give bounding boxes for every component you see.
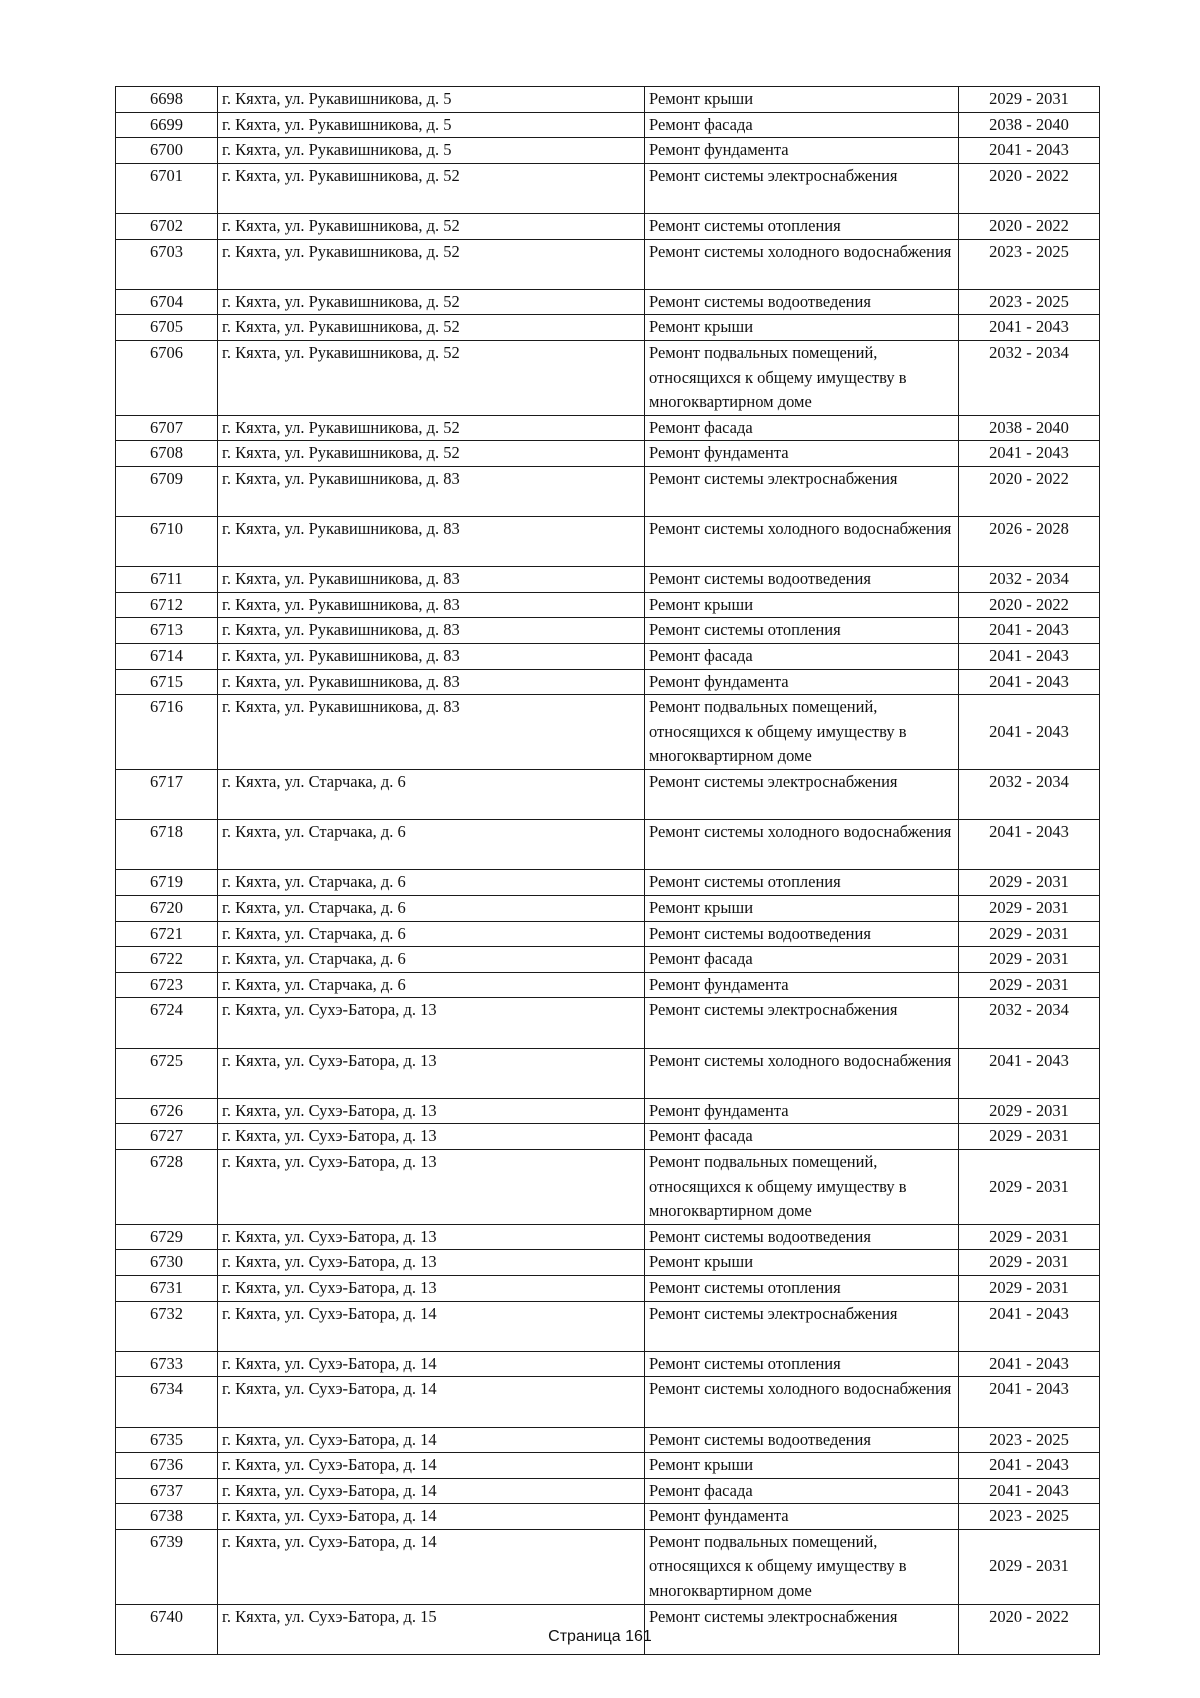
work-type-cell: Ремонт фасада: [645, 947, 959, 973]
row-number-cell: 6700: [116, 138, 218, 164]
table-row: [116, 1301, 1100, 1351]
table-row: [116, 770, 1100, 820]
address-cell: г. Кяхта, ул. Сухэ-Батора, д. 14: [218, 1301, 645, 1351]
table-row: [116, 998, 1100, 1048]
table-row: [116, 921, 1100, 947]
address-cell: г. Кяхта, ул. Рукавишникова, д. 52: [218, 441, 645, 467]
row-number-cell: 6736: [116, 1453, 218, 1479]
address-cell: г. Кяхта, ул. Рукавишникова, д. 52: [218, 415, 645, 441]
years-cell: 2041 - 2043: [959, 1453, 1100, 1479]
table-row: [116, 1427, 1100, 1453]
work-type-cell: Ремонт фундамента: [645, 138, 959, 164]
table-row: [116, 896, 1100, 922]
work-type-cell: Ремонт системы холодного водоснабжения: [645, 517, 959, 567]
address-cell: г. Кяхта, ул. Сухэ-Батора, д. 13: [218, 1098, 645, 1124]
address-cell: г. Кяхта, ул. Рукавишникова, д. 52: [218, 315, 645, 341]
address-cell: г. Кяхта, ул. Сухэ-Батора, д. 13: [218, 1250, 645, 1276]
work-type-cell: Ремонт системы холодного водоснабжения: [645, 820, 959, 870]
address-cell: г. Кяхта, ул. Сухэ-Батора, д. 13: [218, 998, 645, 1048]
row-number-cell: 6735: [116, 1427, 218, 1453]
table-row: [116, 669, 1100, 695]
row-number-cell: 6716: [116, 695, 218, 770]
address-cell: г. Кяхта, ул. Рукавишникова, д. 83: [218, 618, 645, 644]
years-cell: 2029 - 2031: [959, 896, 1100, 922]
address-cell: г. Кяхта, ул. Рукавишникова, д. 83: [218, 669, 645, 695]
years-cell: 2029 - 2031: [959, 1250, 1100, 1276]
address-cell: г. Кяхта, ул. Рукавишникова, д. 83: [218, 567, 645, 593]
address-cell: г. Кяхта, ул. Рукавишникова, д. 83: [218, 644, 645, 670]
years-cell: 2029 - 2031: [959, 1224, 1100, 1250]
years-cell: 2041 - 2043: [959, 820, 1100, 870]
row-number-cell: 6726: [116, 1098, 218, 1124]
work-type-cell: Ремонт фасада: [645, 644, 959, 670]
row-number-cell: 6717: [116, 770, 218, 820]
years-cell: 2029 - 2031: [959, 1275, 1100, 1301]
row-number-cell: 6727: [116, 1124, 218, 1150]
years-cell: 2041 - 2043: [959, 644, 1100, 670]
row-number-cell: 6708: [116, 441, 218, 467]
years-cell: 2029 - 2031: [959, 87, 1100, 113]
address-cell: г. Кяхта, ул. Сухэ-Батора, д. 14: [218, 1377, 645, 1427]
address-cell: г. Кяхта, ул. Рукавишникова, д. 83: [218, 695, 645, 770]
years-cell: 2029 - 2031: [959, 870, 1100, 896]
row-number-cell: 6713: [116, 618, 218, 644]
work-type-cell: Ремонт системы водоотведения: [645, 1427, 959, 1453]
address-cell: г. Кяхта, ул. Старчака, д. 6: [218, 921, 645, 947]
address-cell: г. Кяхта, ул. Старчака, д. 6: [218, 972, 645, 998]
address-cell: г. Кяхта, ул. Старчака, д. 6: [218, 770, 645, 820]
years-cell: 2020 - 2022: [959, 1604, 1100, 1654]
work-type-cell: Ремонт системы электроснабжения: [645, 1301, 959, 1351]
work-type-cell: Ремонт системы холодного водоснабжения: [645, 1048, 959, 1098]
work-type-cell: Ремонт фундамента: [645, 1098, 959, 1124]
table-row: [116, 466, 1100, 516]
address-cell: г. Кяхта, ул. Рукавишникова, д. 52: [218, 289, 645, 315]
table-row: [116, 1224, 1100, 1250]
table-row: [116, 618, 1100, 644]
years-cell: 2032 - 2034: [959, 770, 1100, 820]
years-cell: 2041 - 2043: [959, 618, 1100, 644]
work-type-cell: Ремонт подвальных помещений, относящихся к общему имуществу в многоквартирном доме: [645, 1529, 959, 1604]
work-type-cell: Ремонт фасада: [645, 112, 959, 138]
years-cell: 2041 - 2043: [959, 441, 1100, 467]
row-number-cell: 6738: [116, 1504, 218, 1530]
years-cell: 2029 - 2031: [959, 1149, 1100, 1224]
years-cell: 2029 - 2031: [959, 947, 1100, 973]
address-cell: г. Кяхта, ул. Сухэ-Батора, д. 13: [218, 1149, 645, 1224]
years-cell: 2041 - 2043: [959, 315, 1100, 341]
row-number-cell: 6705: [116, 315, 218, 341]
table-body: [116, 87, 1100, 1655]
years-cell: 2023 - 2025: [959, 239, 1100, 289]
address-cell: г. Кяхта, ул. Сухэ-Батора, д. 14: [218, 1529, 645, 1604]
work-type-cell: Ремонт системы холодного водоснабжения: [645, 239, 959, 289]
address-cell: г. Кяхта, ул. Рукавишникова, д. 52: [218, 213, 645, 239]
years-cell: 2020 - 2022: [959, 213, 1100, 239]
years-cell: 2029 - 2031: [959, 972, 1100, 998]
table-row: [116, 415, 1100, 441]
years-cell: 2041 - 2043: [959, 138, 1100, 164]
address-cell: г. Кяхта, ул. Старчака, д. 6: [218, 896, 645, 922]
years-cell: 2038 - 2040: [959, 112, 1100, 138]
table-row: [116, 213, 1100, 239]
years-cell: 2038 - 2040: [959, 415, 1100, 441]
years-cell: 2041 - 2043: [959, 695, 1100, 770]
address-cell: г. Кяхта, ул. Сухэ-Батора, д. 14: [218, 1478, 645, 1504]
work-type-cell: Ремонт системы отопления: [645, 213, 959, 239]
row-number-cell: 6701: [116, 163, 218, 213]
address-cell: г. Кяхта, ул. Рукавишникова, д. 52: [218, 340, 645, 415]
address-cell: г. Кяхта, ул. Сухэ-Батора, д. 14: [218, 1351, 645, 1377]
row-number-cell: 6712: [116, 592, 218, 618]
table-row: [116, 87, 1100, 113]
repair-schedule-table: [115, 86, 1100, 1655]
row-number-cell: 6739: [116, 1529, 218, 1604]
row-number-cell: 6709: [116, 466, 218, 516]
table-row: [116, 289, 1100, 315]
years-cell: 2023 - 2025: [959, 1504, 1100, 1530]
work-type-cell: Ремонт крыши: [645, 896, 959, 922]
work-type-cell: Ремонт фасада: [645, 1124, 959, 1150]
address-cell: г. Кяхта, ул. Рукавишникова, д. 5: [218, 87, 645, 113]
work-type-cell: Ремонт системы холодного водоснабжения: [645, 1377, 959, 1427]
row-number-cell: 6718: [116, 820, 218, 870]
row-number-cell: 6719: [116, 870, 218, 896]
address-cell: г. Кяхта, ул. Сухэ-Батора, д. 13: [218, 1275, 645, 1301]
row-number-cell: 6707: [116, 415, 218, 441]
years-cell: 2041 - 2043: [959, 1478, 1100, 1504]
table-row: [116, 1149, 1100, 1224]
years-cell: 2041 - 2043: [959, 1377, 1100, 1427]
row-number-cell: 6737: [116, 1478, 218, 1504]
table-row: [116, 695, 1100, 770]
work-type-cell: Ремонт системы водоотведения: [645, 921, 959, 947]
address-cell: г. Кяхта, ул. Рукавишникова, д. 52: [218, 163, 645, 213]
row-number-cell: 6731: [116, 1275, 218, 1301]
table-row: [116, 441, 1100, 467]
work-type-cell: Ремонт фундамента: [645, 669, 959, 695]
page-number: Страница 161: [548, 1628, 652, 1645]
table-row: [116, 1478, 1100, 1504]
row-number-cell: 6720: [116, 896, 218, 922]
work-type-cell: Ремонт фундамента: [645, 972, 959, 998]
work-type-cell: Ремонт крыши: [645, 87, 959, 113]
table-row: [116, 592, 1100, 618]
years-cell: 2029 - 2031: [959, 921, 1100, 947]
table-row: [116, 163, 1100, 213]
table-row: [116, 340, 1100, 415]
table-row: [116, 1048, 1100, 1098]
years-cell: 2032 - 2034: [959, 567, 1100, 593]
row-number-cell: 6703: [116, 239, 218, 289]
address-cell: г. Кяхта, ул. Рукавишникова, д. 83: [218, 466, 645, 516]
work-type-cell: Ремонт системы электроснабжения: [645, 163, 959, 213]
table-row: [116, 567, 1100, 593]
work-type-cell: Ремонт подвальных помещений, относящихся к общему имуществу в многоквартирном доме: [645, 1149, 959, 1224]
row-number-cell: 6704: [116, 289, 218, 315]
table-row: [116, 1351, 1100, 1377]
table-row: [116, 820, 1100, 870]
work-type-cell: Ремонт системы отопления: [645, 870, 959, 896]
address-cell: г. Кяхта, ул. Старчака, д. 6: [218, 870, 645, 896]
years-cell: 2041 - 2043: [959, 1351, 1100, 1377]
years-cell: 2026 - 2028: [959, 517, 1100, 567]
row-number-cell: 6740: [116, 1604, 218, 1654]
work-type-cell: Ремонт подвальных помещений, относящихся к общему имуществу в многоквартирном доме: [645, 695, 959, 770]
row-number-cell: 6734: [116, 1377, 218, 1427]
address-cell: г. Кяхта, ул. Сухэ-Батора, д. 14: [218, 1427, 645, 1453]
row-number-cell: 6706: [116, 340, 218, 415]
row-number-cell: 6728: [116, 1149, 218, 1224]
table-row: [116, 138, 1100, 164]
years-cell: 2023 - 2025: [959, 1427, 1100, 1453]
table-row: [116, 1453, 1100, 1479]
years-cell: 2029 - 2031: [959, 1529, 1100, 1604]
years-cell: 2041 - 2043: [959, 669, 1100, 695]
row-number-cell: 6698: [116, 87, 218, 113]
work-type-cell: Ремонт системы отопления: [645, 1275, 959, 1301]
work-type-cell: Ремонт системы водоотведения: [645, 567, 959, 593]
address-cell: г. Кяхта, ул. Сухэ-Батора, д. 13: [218, 1124, 645, 1150]
address-cell: г. Кяхта, ул. Старчака, д. 6: [218, 947, 645, 973]
row-number-cell: 6711: [116, 567, 218, 593]
address-cell: г. Кяхта, ул. Сухэ-Батора, д. 14: [218, 1453, 645, 1479]
work-type-cell: Ремонт крыши: [645, 315, 959, 341]
work-type-cell: Ремонт системы отопления: [645, 1351, 959, 1377]
row-number-cell: 6699: [116, 112, 218, 138]
table-row: [116, 315, 1100, 341]
address-cell: г. Кяхта, ул. Сухэ-Батора, д. 13: [218, 1048, 645, 1098]
table-row: [116, 1250, 1100, 1276]
row-number-cell: 6715: [116, 669, 218, 695]
row-number-cell: 6733: [116, 1351, 218, 1377]
work-type-cell: Ремонт системы водоотведения: [645, 1224, 959, 1250]
table-row: [116, 1529, 1100, 1604]
years-cell: 2020 - 2022: [959, 466, 1100, 516]
address-cell: г. Кяхта, ул. Рукавишникова, д. 5: [218, 112, 645, 138]
work-type-cell: Ремонт фасада: [645, 415, 959, 441]
years-cell: 2023 - 2025: [959, 289, 1100, 315]
row-number-cell: 6710: [116, 517, 218, 567]
years-cell: 2041 - 2043: [959, 1301, 1100, 1351]
table-row: [116, 112, 1100, 138]
table-row: [116, 1275, 1100, 1301]
work-type-cell: Ремонт системы электроснабжения: [645, 466, 959, 516]
table-row: [116, 1504, 1100, 1530]
work-type-cell: Ремонт фасада: [645, 1478, 959, 1504]
row-number-cell: 6714: [116, 644, 218, 670]
work-type-cell: Ремонт крыши: [645, 1453, 959, 1479]
row-number-cell: 6702: [116, 213, 218, 239]
row-number-cell: 6724: [116, 998, 218, 1048]
work-type-cell: Ремонт крыши: [645, 592, 959, 618]
table-row: [116, 972, 1100, 998]
work-type-cell: Ремонт системы электроснабжения: [645, 998, 959, 1048]
table-row: [116, 947, 1100, 973]
years-cell: 2020 - 2022: [959, 163, 1100, 213]
address-cell: г. Кяхта, ул. Рукавишникова, д. 83: [218, 517, 645, 567]
row-number-cell: 6729: [116, 1224, 218, 1250]
address-cell: г. Кяхта, ул. Рукавишникова, д. 83: [218, 592, 645, 618]
work-type-cell: Ремонт системы электроснабжения: [645, 770, 959, 820]
address-cell: г. Кяхта, ул. Сухэ-Батора, д. 14: [218, 1504, 645, 1530]
years-cell: 2029 - 2031: [959, 1098, 1100, 1124]
table-row: [116, 1124, 1100, 1150]
work-type-cell: Ремонт системы водоотведения: [645, 289, 959, 315]
years-cell: 2041 - 2043: [959, 1048, 1100, 1098]
work-type-cell: Ремонт фундамента: [645, 1504, 959, 1530]
table-row: [116, 239, 1100, 289]
row-number-cell: 6721: [116, 921, 218, 947]
work-type-cell: Ремонт системы отопления: [645, 618, 959, 644]
row-number-cell: 6723: [116, 972, 218, 998]
address-cell: г. Кяхта, ул. Сухэ-Батора, д. 13: [218, 1224, 645, 1250]
address-cell: г. Кяхта, ул. Сухэ-Батора, д. 15: [218, 1604, 645, 1654]
row-number-cell: 6732: [116, 1301, 218, 1351]
address-cell: г. Кяхта, ул. Рукавишникова, д. 52: [218, 239, 645, 289]
table-row: [116, 644, 1100, 670]
table-row: [116, 1377, 1100, 1427]
table-row: [116, 517, 1100, 567]
years-cell: 2020 - 2022: [959, 592, 1100, 618]
table-row: [116, 870, 1100, 896]
work-type-cell: Ремонт подвальных помещений, относящихся к общему имуществу в многоквартирном доме: [645, 340, 959, 415]
work-type-cell: Ремонт крыши: [645, 1250, 959, 1276]
years-cell: 2032 - 2034: [959, 998, 1100, 1048]
years-cell: 2029 - 2031: [959, 1124, 1100, 1150]
row-number-cell: 6725: [116, 1048, 218, 1098]
table-row: [116, 1098, 1100, 1124]
address-cell: г. Кяхта, ул. Старчака, д. 6: [218, 820, 645, 870]
address-cell: г. Кяхта, ул. Рукавишникова, д. 5: [218, 138, 645, 164]
work-type-cell: Ремонт фундамента: [645, 441, 959, 467]
row-number-cell: 6730: [116, 1250, 218, 1276]
row-number-cell: 6722: [116, 947, 218, 973]
work-type-cell: Ремонт системы электроснабжения: [645, 1604, 959, 1654]
years-cell: 2032 - 2034: [959, 340, 1100, 415]
